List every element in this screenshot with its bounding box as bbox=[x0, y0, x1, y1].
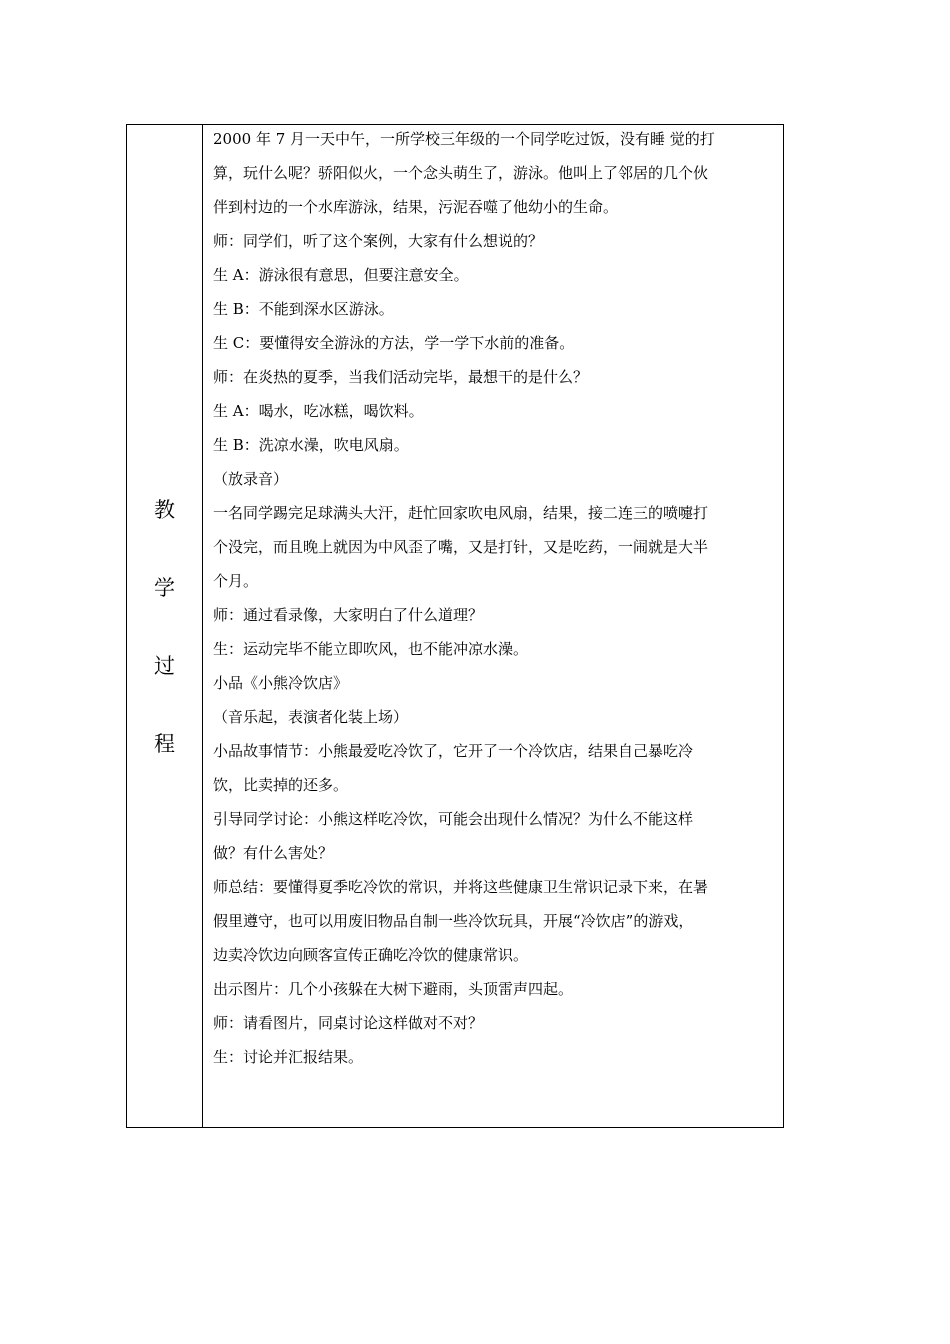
text-line: 引导同学讨论：小熊这样吃冷饮，可能会出现什么情况？为什么不能这样 bbox=[213, 810, 694, 828]
text-line: 生：讨论并汇报结果。 bbox=[213, 1048, 364, 1066]
text-line: 饮，比卖掉的还多。 bbox=[213, 776, 349, 794]
section-label-char: 过 bbox=[154, 654, 175, 678]
text-line: 边卖冷饮边向顾客宣传正确吃冷饮的健康常识。 bbox=[213, 946, 529, 964]
text-line: （放录音） bbox=[213, 470, 289, 488]
text-line: 小品《小熊冷饮店》 bbox=[213, 674, 349, 692]
text-line: 假里遵守，也可以用废旧物品自制一些冷饮玩具，开展“冷饮店”的游戏， bbox=[213, 912, 694, 930]
text-line: 生 A：游泳很有意思，但要注意安全。 bbox=[213, 266, 469, 284]
section-label bbox=[127, 495, 202, 807]
text-line: 个没完，而且晚上就因为中风歪了嘴，又是打针，又是吃药，一闹就是大半 bbox=[213, 538, 709, 556]
text-line: 生 B：洗凉水澡，吹电风扇。 bbox=[213, 436, 409, 454]
text-line: （音乐起，表演者化装上场） bbox=[213, 708, 409, 726]
text-line: 师：同学们，听了这个案例，大家有什么想说的？ bbox=[213, 232, 544, 250]
text-line: 生 A：喝水，吃冰糕，喝饮料。 bbox=[213, 402, 424, 420]
text-line: 算，玩什么呢？骄阳似火，一个念头萌生了，游泳。他叫上了邻居的几个伙 bbox=[213, 164, 709, 182]
text-line: 生 B：不能到深水区游泳。 bbox=[213, 300, 394, 318]
text-line: 出示图片：几个小孩躲在大树下避雨，头顶雷声四起。 bbox=[213, 980, 574, 998]
text-line: 2000 年 7 月一天中午，一所学校三年级的一个同学吃过饭，没有睡 觉的打 bbox=[213, 130, 715, 148]
text-line: 个月。 bbox=[213, 572, 259, 590]
text-line: 师：通过看录像，大家明白了什么道理？ bbox=[213, 606, 484, 624]
text-line: 一名同学踢完足球满头大汗，赶忙回家吹电风扇，结果，接二连三的喷嚏打 bbox=[213, 504, 709, 522]
section-label-char: 程 bbox=[154, 732, 175, 756]
text-line: 伴到村边的一个水库游泳，结果，污泥吞噬了他幼小的生命。 bbox=[213, 198, 619, 216]
text-line: 生 C：要懂得安全游泳的方法，学一学下水前的准备。 bbox=[213, 334, 575, 352]
text-line: 小品故事情节：小熊最爱吃冷饮了，它开了一个冷饮店，结果自己暴吃冷 bbox=[213, 742, 694, 760]
text-line: 生：运动完毕不能立即吹风，也不能冲凉水澡。 bbox=[213, 640, 529, 658]
section-label-char: 教 bbox=[154, 498, 175, 522]
text-line: 师：请看图片，同桌讨论这样做对不对？ bbox=[213, 1014, 484, 1032]
text-line: 师：在炎热的夏季，当我们活动完毕，最想干的是什么？ bbox=[213, 368, 589, 386]
text-line: 做？有什么害处？ bbox=[213, 844, 334, 862]
section-label-char: 学 bbox=[154, 576, 175, 600]
text-line: 师总结：要懂得夏季吃冷饮的常识，并将这些健康卫生常识记录下来，在暑 bbox=[213, 878, 709, 896]
section-label-cell bbox=[127, 125, 203, 1127]
lesson-content-cell bbox=[204, 125, 784, 1127]
lesson-table bbox=[126, 124, 784, 1128]
